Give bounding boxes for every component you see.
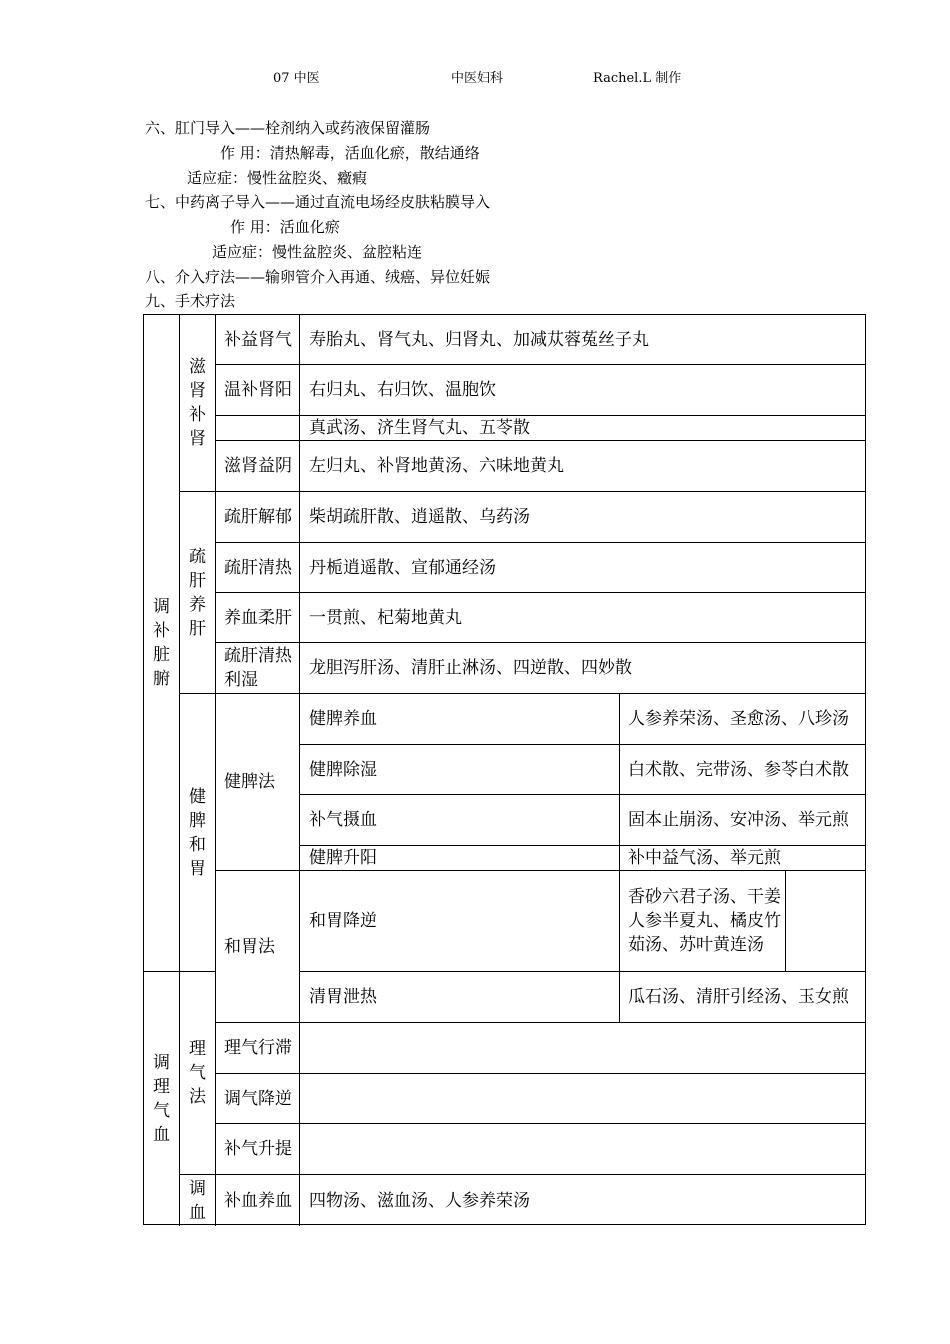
group-shen: 滋肾补肾 bbox=[180, 315, 216, 492]
formula-cell: 瓜石汤、清肝引经汤、玉女煎 bbox=[620, 972, 866, 1023]
method-group-jianpi: 健脾法 bbox=[216, 694, 300, 871]
section-7-effect bbox=[230, 217, 340, 237]
formula-cell: 寿胎丸、肾气丸、归肾丸、加减苁蓉菟丝子丸 bbox=[300, 315, 866, 365]
effect-label: 作 用： bbox=[220, 144, 270, 162]
method-cell: 理气行滞 bbox=[216, 1023, 300, 1074]
empty-cell bbox=[786, 871, 866, 972]
formula-cell: 真武汤、济生肾气丸、五苓散 bbox=[300, 416, 866, 441]
section-8-title: 八、介入疗法——输卵管介入再通、绒癌、异位妊娠 bbox=[145, 268, 491, 286]
formula-cell: 龙胆泻肝汤、清肝止淋汤、四逆散、四妙散 bbox=[300, 643, 866, 694]
formula-cell: 一贯煎、杞菊地黄丸 bbox=[300, 593, 866, 643]
method-cell: 补血养血 bbox=[216, 1175, 300, 1226]
formula-cell: 香砂六君子汤、干姜人参半夏丸、橘皮竹茹汤、苏叶黄连汤 bbox=[620, 871, 786, 972]
method-cell: 健脾养血 bbox=[300, 694, 620, 745]
formula-cell bbox=[300, 1023, 866, 1074]
header-left: 07 中医 bbox=[273, 71, 320, 86]
formula-cell: 右归丸、右归饮、温胞饮 bbox=[300, 365, 866, 416]
method-cell: 健脾除湿 bbox=[300, 745, 620, 795]
formula-cell bbox=[300, 1074, 866, 1124]
method-cell bbox=[216, 416, 300, 441]
method-cell: 调气降逆 bbox=[216, 1074, 300, 1124]
group-tiaoxue: 调血 bbox=[180, 1175, 216, 1226]
category-zangfu: 调补脏腑 bbox=[144, 315, 180, 972]
header-right: Rachel.L 制作 bbox=[593, 71, 682, 86]
section-7-title: 七、中药离子导入——通过直流电场经皮肤粘膜导入 bbox=[145, 193, 491, 211]
indication-text: 慢性盆腔炎、盆腔粘连 bbox=[272, 243, 423, 261]
formula-cell: 左归丸、补肾地黄汤、六味地黄丸 bbox=[300, 441, 866, 492]
header-center: 中医妇科 bbox=[451, 71, 504, 86]
effect-label: 作 用： bbox=[230, 218, 280, 236]
indication-label: 适应症： bbox=[212, 243, 273, 261]
formula-cell: 丹栀逍遥散、宣郁通经汤 bbox=[300, 543, 866, 593]
method-cell: 补益肾气 bbox=[216, 315, 300, 365]
indication-text: 慢性盆腔炎、癥瘕 bbox=[247, 169, 368, 187]
formula-cell: 柴胡疏肝散、逍遥散、乌药汤 bbox=[300, 492, 866, 543]
treatment-table bbox=[143, 314, 866, 1225]
formula-cell: 白术散、完带汤、参苓白术散 bbox=[620, 745, 866, 795]
method-cell: 健脾升阳 bbox=[300, 846, 620, 871]
group-liqi: 理气法 bbox=[180, 972, 216, 1175]
formula-cell: 四物汤、滋血汤、人参养荣汤 bbox=[309, 1190, 530, 1211]
method-cell: 清胃泄热 bbox=[300, 972, 620, 1023]
method-cell: 疏肝清热 bbox=[216, 543, 300, 593]
method-cell: 滋肾益阴 bbox=[216, 441, 300, 492]
method-cell: 疏肝解郁 bbox=[216, 492, 300, 543]
method-group-hewei: 和胃法 bbox=[216, 871, 300, 1023]
effect-text: 活血化瘀 bbox=[279, 218, 340, 236]
method-cell: 和胃降逆 bbox=[300, 871, 620, 972]
method-cell: 温补肾阳 bbox=[216, 365, 300, 416]
method-cell: 补气升提 bbox=[216, 1124, 300, 1175]
effect-text: 清热解毒，活血化瘀，散结通络 bbox=[269, 144, 480, 162]
section-6-indication bbox=[187, 168, 367, 188]
method-cell: 疏肝清热利湿 bbox=[216, 643, 300, 694]
section-6-title: 六、肛门导入——栓剂纳入或药液保留灌肠 bbox=[145, 119, 431, 137]
category-qixue: 调理气血 bbox=[144, 972, 180, 1226]
group-gan: 疏肝养肝 bbox=[180, 492, 216, 694]
indication-label: 适应症： bbox=[187, 169, 248, 187]
section-6-effect bbox=[220, 143, 480, 163]
group-piwei: 健脾和胃 bbox=[180, 694, 216, 972]
formula-cell: 人参养荣汤、圣愈汤、八珍汤 bbox=[620, 694, 866, 745]
section-7-indication bbox=[212, 242, 422, 262]
formula-cell: 固本止崩汤、安冲汤、举元煎 bbox=[620, 795, 866, 846]
section-9-title: 九、手术疗法 bbox=[145, 292, 236, 310]
formula-cell bbox=[300, 1124, 866, 1175]
formula-cell: 补中益气汤、举元煎 bbox=[620, 846, 866, 871]
method-cell: 补气摄血 bbox=[300, 795, 620, 846]
method-cell: 养血柔肝 bbox=[216, 593, 300, 643]
